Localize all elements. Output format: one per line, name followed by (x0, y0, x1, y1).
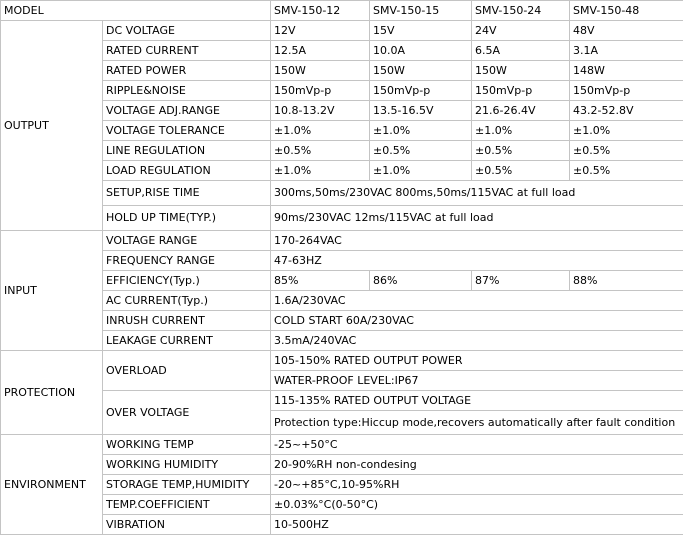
cell-wide: WATER-PROOF LEVEL:IP67 (271, 371, 683, 391)
row-label-hold-up-time: HOLD UP TIME(TYP.) (103, 206, 271, 231)
cell: 150W (370, 61, 472, 81)
table-row (1, 161, 683, 181)
model-3: SMV-150-24 (472, 1, 570, 21)
cell: ±1.0% (472, 121, 570, 141)
table-row (1, 455, 683, 475)
row-label-overload: OVERLOAD (103, 351, 271, 391)
table-row (1, 515, 683, 535)
row-label-over-voltage: OVER VOLTAGE (103, 391, 271, 435)
row-label-voltage-tolerance: VOLTAGE TOLERANCE (103, 121, 271, 141)
table-row (1, 206, 683, 231)
table-row (1, 141, 683, 161)
cell-wide: 115-135% RATED OUTPUT VOLTAGE (271, 391, 683, 411)
row-label-storage-temp-humidity: STORAGE TEMP,HUMIDITY (103, 475, 271, 495)
row-label-dc-voltage: DC VOLTAGE (103, 21, 271, 41)
cell: 88% (570, 271, 683, 291)
table-row (1, 475, 683, 495)
cell: 150mVp-p (271, 81, 370, 101)
row-label-line-regulation: LINE REGULATION (103, 141, 271, 161)
row-label-vibration: VIBRATION (103, 515, 271, 535)
cell: 10.8-13.2V (271, 101, 370, 121)
table-row (1, 435, 683, 455)
cell: 150mVp-p (370, 81, 472, 101)
cell-wide: 170-264VAC (271, 231, 683, 251)
cell: 85% (271, 271, 370, 291)
table-row (1, 271, 683, 291)
cell: ±1.0% (370, 161, 472, 181)
row-label-voltage-adj-range: VOLTAGE ADJ.RANGE (103, 101, 271, 121)
cell: 13.5-16.5V (370, 101, 472, 121)
cell: 12V (271, 21, 370, 41)
cell: 12.5A (271, 41, 370, 61)
table-row (1, 251, 683, 271)
cell: ±0.5% (570, 141, 683, 161)
cell: 43.2-52.8V (570, 101, 683, 121)
cell: 87% (472, 271, 570, 291)
table-row (1, 495, 683, 515)
table-row (1, 61, 683, 81)
cell: 150W (271, 61, 370, 81)
row-label-setup-rise-time: SETUP,RISE TIME (103, 181, 271, 206)
table-row (1, 101, 683, 121)
cell: ±0.5% (370, 141, 472, 161)
cell: 150W (472, 61, 570, 81)
cell-wide: -20~+85°C,10-95%RH (271, 475, 683, 495)
table-row (1, 291, 683, 311)
row-label-inrush-current: INRUSH CURRENT (103, 311, 271, 331)
cell: 3.1A (570, 41, 683, 61)
row-label-rated-power: RATED POWER (103, 61, 271, 81)
model-1: SMV-150-12 (271, 1, 370, 21)
row-label-voltage-range: VOLTAGE RANGE (103, 231, 271, 251)
cell-wide: COLD START 60A/230VAC (271, 311, 683, 331)
row-label-ac-current: AC CURRENT(Typ.) (103, 291, 271, 311)
cell-wide: 90ms/230VAC 12ms/115VAC at full load (271, 206, 683, 231)
cell-wide: ±0.03%°C(0-50°C) (271, 495, 683, 515)
row-label-load-regulation: LOAD REGULATION (103, 161, 271, 181)
row-label-frequency-range: FREQUENCY RANGE (103, 251, 271, 271)
model-4: SMV-150-48 (570, 1, 683, 21)
cell-wide: 20-90%RH non-condesing (271, 455, 683, 475)
cell: 48V (570, 21, 683, 41)
cell-wide: 47-63HZ (271, 251, 683, 271)
cell: 6.5A (472, 41, 570, 61)
model-label: MODEL (1, 1, 271, 21)
table-row (1, 351, 683, 371)
model-row (1, 1, 683, 21)
cell: 150mVp-p (570, 81, 683, 101)
cell: ±0.5% (472, 141, 570, 161)
cell: ±0.5% (472, 161, 570, 181)
cell-wide: 10-500HZ (271, 515, 683, 535)
group-output: OUTPUT (1, 21, 103, 231)
row-label-efficiency: EFFICIENCY(Typ.) (103, 271, 271, 291)
row-label-working-humidity: WORKING HUMIDITY (103, 455, 271, 475)
table-row (1, 81, 683, 101)
table-row (1, 311, 683, 331)
group-input: INPUT (1, 231, 103, 351)
table-row (1, 121, 683, 141)
group-protection: PROTECTION (1, 351, 103, 435)
cell: 10.0A (370, 41, 472, 61)
cell: 24V (472, 21, 570, 41)
cell: 148W (570, 61, 683, 81)
row-label-temp-coefficient: TEMP.COEFFICIENT (103, 495, 271, 515)
cell: ±1.0% (271, 161, 370, 181)
cell: ±1.0% (271, 121, 370, 141)
model-2: SMV-150-15 (370, 1, 472, 21)
table-row (1, 391, 683, 411)
table-row (1, 41, 683, 61)
table-row (1, 331, 683, 351)
cell: ±1.0% (370, 121, 472, 141)
group-environment: ENVIRONMENT (1, 435, 103, 535)
row-label-rated-current: RATED CURRENT (103, 41, 271, 61)
cell-wide: Protection type:Hiccup mode,recovers automatically after fault condition (271, 411, 683, 435)
table-row (1, 231, 683, 251)
cell-wide: 1.6A/230VAC (271, 291, 683, 311)
row-label-leakage-current: LEAKAGE CURRENT (103, 331, 271, 351)
cell: 15V (370, 21, 472, 41)
cell: ±0.5% (570, 161, 683, 181)
cell: 86% (370, 271, 472, 291)
row-label-working-temp: WORKING TEMP (103, 435, 271, 455)
cell-wide: 105-150% RATED OUTPUT POWER (271, 351, 683, 371)
cell-wide: 3.5mA/240VAC (271, 331, 683, 351)
table-row (1, 21, 683, 41)
cell-wide: 300ms,50ms/230VAC 800ms,50ms/115VAC at full load (271, 181, 683, 206)
cell: 150mVp-p (472, 81, 570, 101)
table-row (1, 181, 683, 206)
cell: ±1.0% (570, 121, 683, 141)
cell: ±0.5% (271, 141, 370, 161)
cell: 21.6-26.4V (472, 101, 570, 121)
row-label-ripple-noise: RIPPLE&NOISE (103, 81, 271, 101)
cell-wide: -25~+50°C (271, 435, 683, 455)
